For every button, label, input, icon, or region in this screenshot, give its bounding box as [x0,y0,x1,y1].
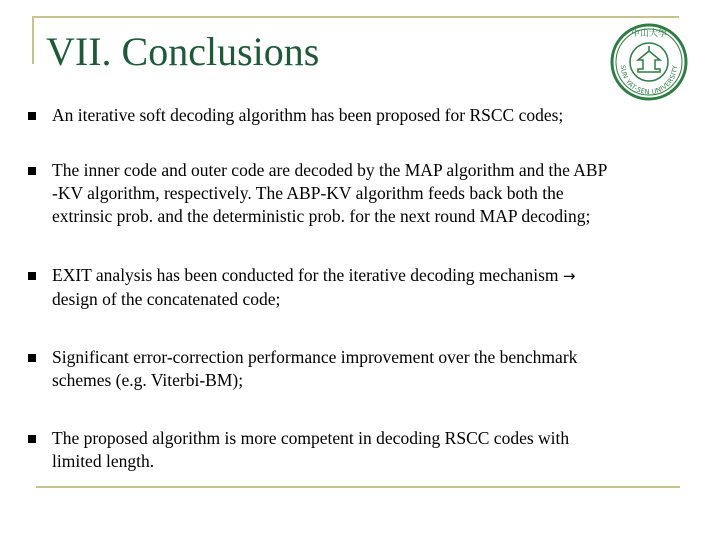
bullet-text: Significant error-correction performance improvement over the benchmark schemes (e.g. Viterbi-BM); [52,347,578,390]
bullet-text: An iterative soft decoding algorithm has been proposed for RSCC codes; [52,105,564,125]
bullet-marker-icon [28,435,36,443]
bullet-text-line: EXIT analysis has been conducted for the iterative decoding mechanism [52,265,559,285]
right-arrow-icon: → [562,267,576,285]
seal-english-text: SUN YAT-SEN UNIVERSITY [618,64,680,97]
bullet-text: EXIT analysis has been conducted for the iterative decoding mechanism → design of the concatenated code; [52,265,576,309]
bullet-marker-icon [28,354,36,362]
bullet-marker-icon [28,272,36,280]
bullet-text: The inner code and outer code are decoded by the MAP algorithm and the ABP -KV algorithm, respectively. The ABP-KV algorithm feeds back both the extrinsic prob. and the deterministic prob. for the next round MAP decoding; [52,160,608,226]
slide-title: VII. Conclusions [46,29,320,74]
bullet-marker-icon [28,112,36,120]
bullet-marker-icon [28,167,36,175]
bullet-text: The proposed algorithm is more competent in decoding RSCC codes with limited length. [52,428,570,471]
seal-chinese-text: 中山大學 [630,29,668,39]
